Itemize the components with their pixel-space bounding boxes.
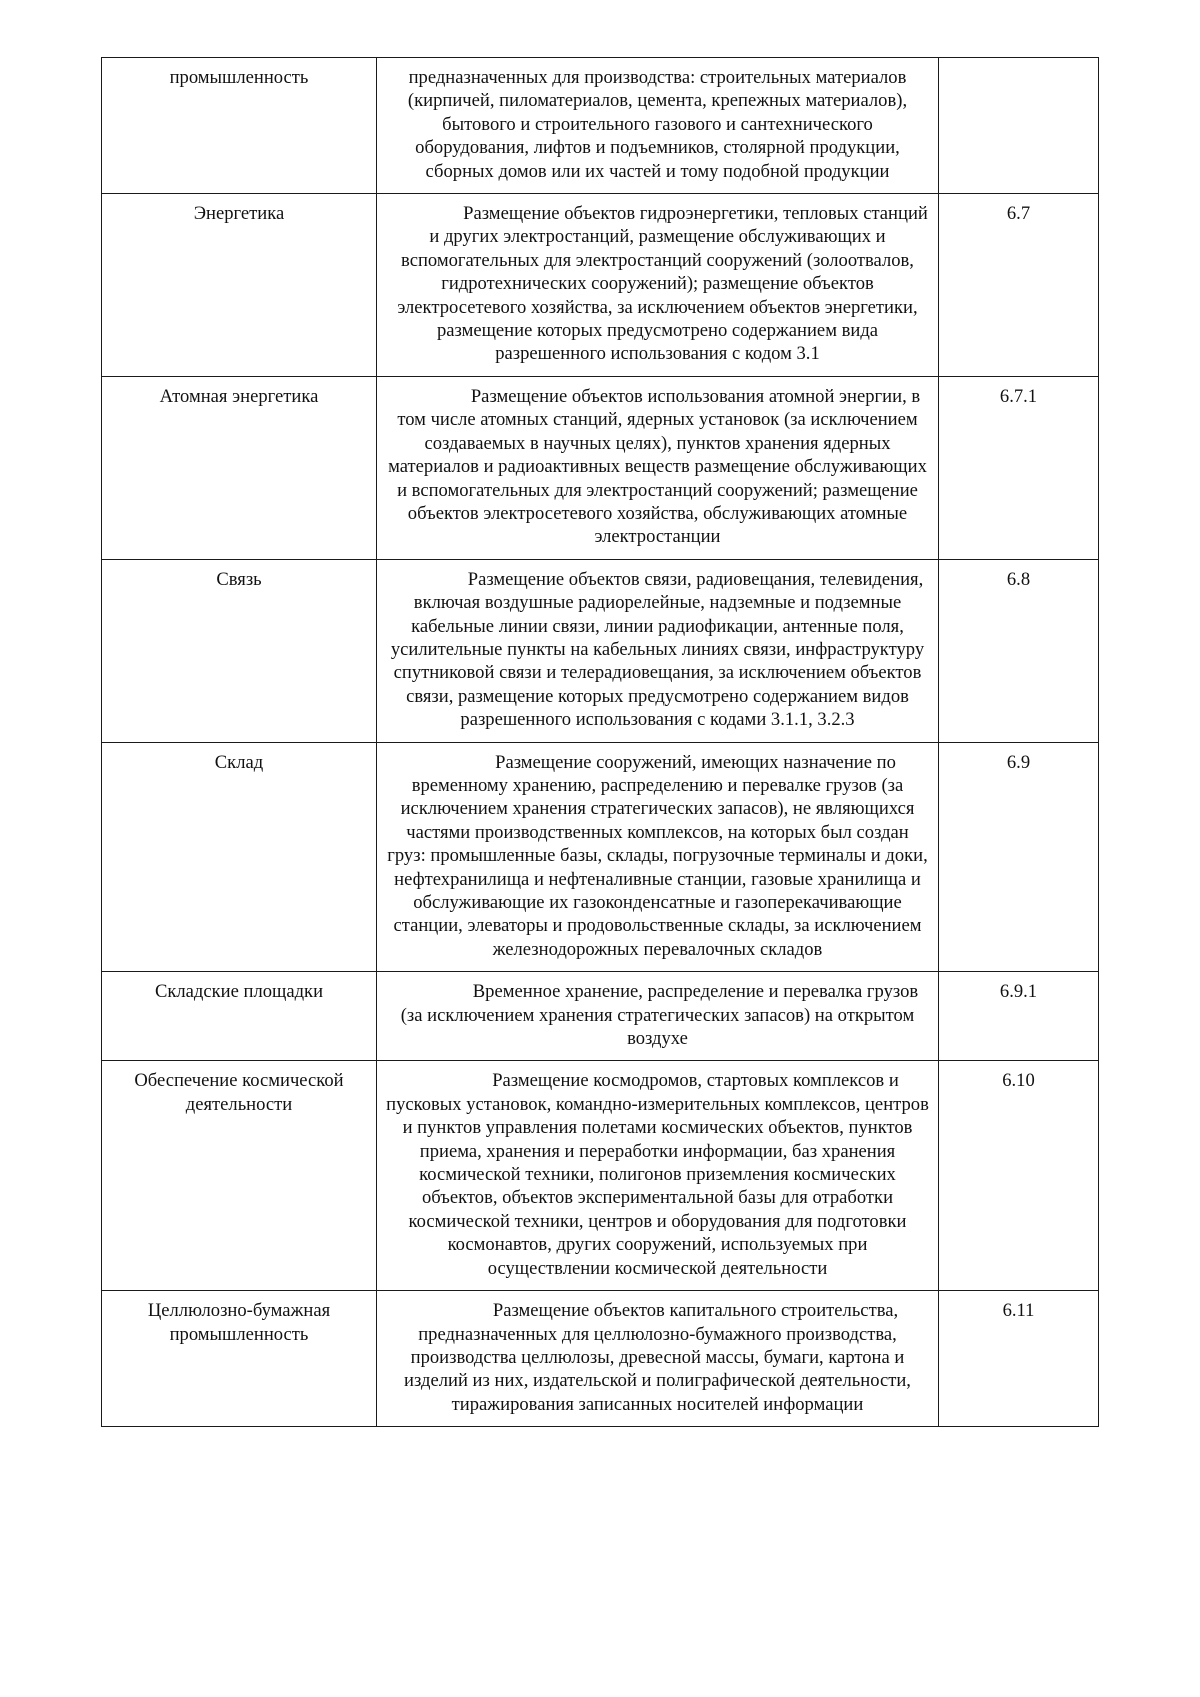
- use-description-text: Размещение сооружений, имеющих назначение по временному хранению, распределению и перевалке грузов (за исключением хранения стратегических запасов), не являющихся частями производственных комплексов, на которых был создан груз: промышленные базы, склады, погрузочные терминалы и доки, нефтехранилища и нефтеналивные станции, газовые хранилища и обслуживающие их газоконденсатные и газоперекачивающие станции, элеваторы и продовольственные склады, за исключением железнодорожных перевалочных складов: [387, 751, 928, 960]
- use-description-text: Размещение объектов связи, радиовещания, телевидения, включая воздушные радиорелейные, надземные и подземные кабельные линии связи, линии радиофикации, антенные поля, усилительные пункты на кабельных линиях связи, инфраструктуру спутниковой связи и телерадиовещания, за исключением объектов связи, размещение которых предусмотрено содержанием видов разрешенного использования с кодами 3.1.1, 3.2.3: [390, 568, 925, 731]
- table-row: [102, 742, 1099, 972]
- use-description-cell: [377, 559, 939, 742]
- use-description-cell: [377, 1291, 939, 1427]
- table-row: [102, 194, 1099, 377]
- use-name-cell: Атомная энергетика: [102, 376, 377, 559]
- use-name-cell: Склад: [102, 742, 377, 972]
- use-code-cell: 6.10: [939, 1061, 1099, 1291]
- use-description-text: Размещение объектов использования атомной энергии, в том числе атомных станций, ядерных установок (за исключением создаваемых в научных целях), пунктов хранения ядерных материалов и радиоактивных веществ размещение обслуживающих и вспомогательных для электростанций сооружений; размещение объектов электросетевого хозяйства, обслуживающих атомные электростанции: [388, 385, 927, 548]
- use-description-cell: [377, 972, 939, 1061]
- table-row: [102, 1061, 1099, 1291]
- land-use-table: [101, 57, 1099, 1427]
- table-row: [102, 376, 1099, 559]
- use-name-cell: Целлюлозно-бумажная промышленность: [102, 1291, 377, 1427]
- use-code-cell: 6.7.1: [939, 376, 1099, 559]
- use-name-cell: Складские площадки: [102, 972, 377, 1061]
- use-code-cell: 6.7: [939, 194, 1099, 377]
- use-description-text: предназначенных для производства: строительных материалов (кирпичей, пиломатериалов, цемента, крепежных материалов), бытового и строительного газового и сантехнического оборудования, лифтов и подъемников, столярной продукции, сборных домов или их частей и тому подобной продукции: [407, 67, 908, 182]
- use-code-cell: 6.11: [939, 1291, 1099, 1427]
- use-description-cell: [377, 58, 939, 194]
- use-description-cell: [377, 1061, 939, 1291]
- use-code-cell: [939, 58, 1099, 194]
- use-description-text: Временное хранение, распределение и перевалка грузов (за исключением хранения стратегических запасов) на открытом воздухе: [400, 981, 919, 1050]
- table-row: [102, 972, 1099, 1061]
- use-description-text: Размещение объектов капитального строительства, предназначенных для целлюлозно-бумажного производства, производства целлюлозы, древесной массы, бумаги, картона и изделий из них, издательской и полиграфической деятельности, тиражирования записанных носителей информации: [404, 1300, 911, 1415]
- table-row: [102, 1291, 1099, 1427]
- table-row: [102, 58, 1099, 194]
- use-description-cell: [377, 194, 939, 377]
- use-code-cell: 6.8: [939, 559, 1099, 742]
- use-name-cell: промышленность: [102, 58, 377, 194]
- use-name-cell: Связь: [102, 559, 377, 742]
- document-page: [101, 57, 1098, 1427]
- table-row: [102, 559, 1099, 742]
- use-description-text: Размещение объектов гидроэнергетики, тепловых станций и других электростанций, размещение обслуживающих и вспомогательных для электростанций сооружений (золоотвалов, гидротехнических сооружений); размещение объектов электросетевого хозяйства, за исключением объектов энергетики, размещение которых предусмотрено содержанием вида разрешенного использования с кодом 3.1: [397, 203, 928, 365]
- use-name-cell: Энергетика: [102, 194, 377, 377]
- use-code-cell: 6.9.1: [939, 972, 1099, 1061]
- use-name-cell: Обеспечение космической деятельности: [102, 1061, 377, 1291]
- use-description-text: Размещение космодромов, стартовых комплексов и пусковых установок, командно-измерительных комплексов, центров и пунктов управления полетами космических объектов, пунктов приема, хранения и переработки информации, баз хранения космической техники, полигонов приземления космических объектов, объектов экспериментальной базы для отработки космической техники, центров и оборудования для подготовки космонавтов, других сооружений, используемых при осуществлении космической деятельности: [386, 1070, 929, 1279]
- use-description-cell: [377, 742, 939, 972]
- use-code-cell: 6.9: [939, 742, 1099, 972]
- use-description-cell: [377, 376, 939, 559]
